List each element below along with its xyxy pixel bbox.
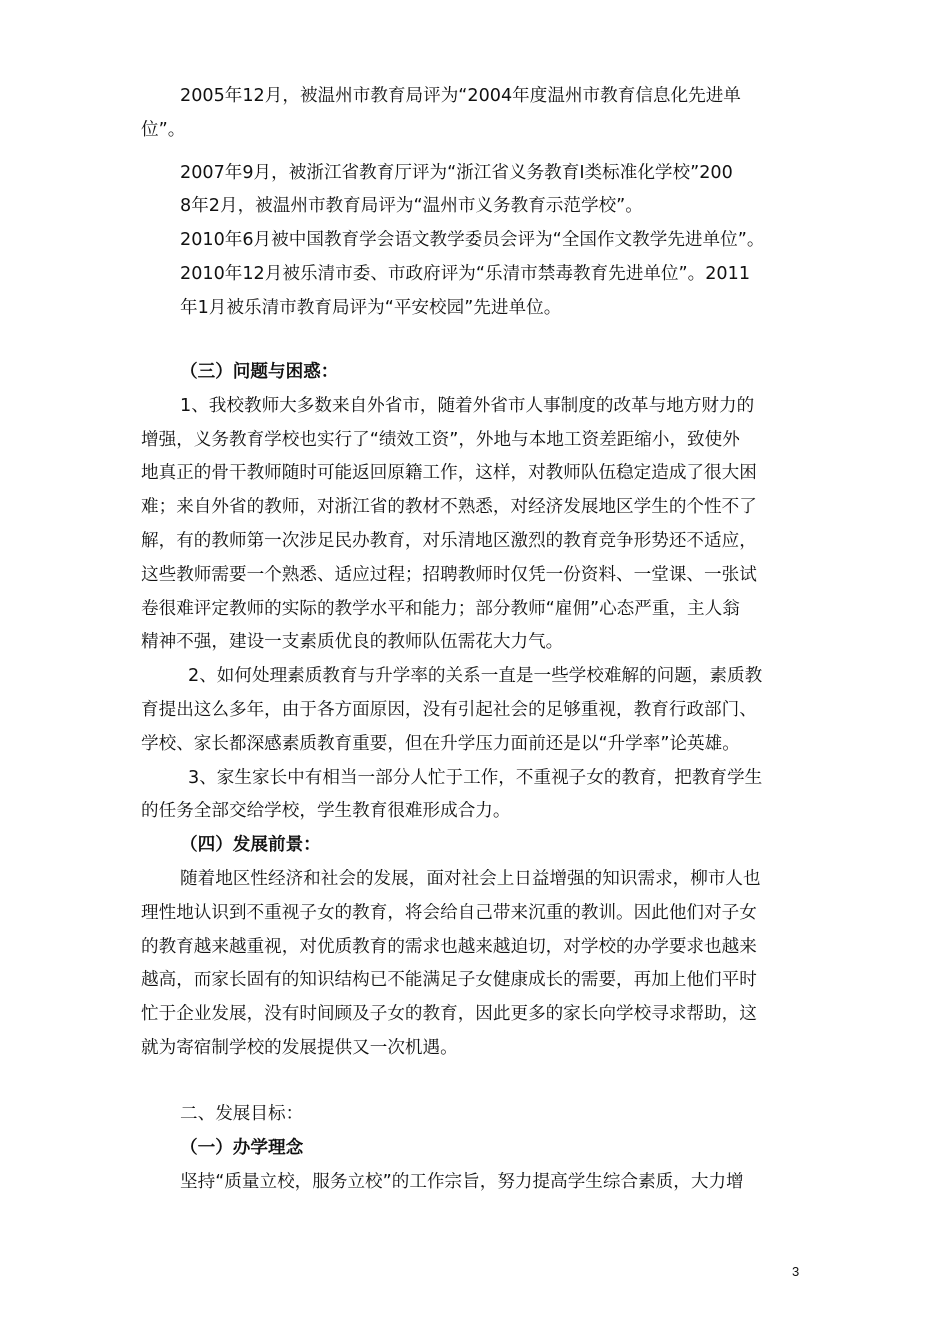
paragraph-line: 精神不强，建设一支素质优良的教师队伍需花大力气。 [141,632,564,652]
paragraph-line: 增强，义务教育学校也实行了“绩效工资”，外地与本地工资差距缩小，致使外 [141,430,740,450]
honor-line: 2007年9月，被浙江省教育厅评为“浙江省义务教育Ⅰ类标准化学校”200 [180,163,733,183]
paragraph-line: 理性地认识到不重视子女的教育，将会给自己带来沉重的教训。因此他们对子女 [141,903,757,923]
honor-line: 年1月被乐清市教育局评为“平安校园”先进单位。 [180,298,562,318]
honor-line: 2010年6月被中国教育学会语文教学委员会评为“全国作文教学先进单位”。 [180,230,765,250]
paragraph-line: 忙于企业发展，没有时间顾及子女的教育，因此更多的家长向学校寻求帮助，这 [141,1004,757,1024]
paragraph-line: 学校、家长都深感素质教育重要，但在升学压力面前还是以“升学率”论英雄。 [141,734,740,754]
paragraph-line: 解，有的教师第一次涉足民办教育，对乐清地区激烈的教育竞争形势还不适应， [141,531,757,551]
honor-line: 8年2月，被温州市教育局评为“温州市义务教育示范学校”。 [180,196,643,216]
paragraph-line: 的任务全部交给学校，学生教育很难形成合力。 [141,801,511,821]
honor-line: 位”。 [141,120,186,140]
paragraph-line: 3、家生家长中有相当一部分人忙于工作，不重视子女的教育，把教育学生 [188,768,763,788]
paragraph-line: 1、我校教师大多数来自外省市，随着外省市人事制度的改革与地方财力的 [180,396,755,416]
paragraph-line: 育提出这么多年，由于各方面原因，没有引起社会的足够重视，教育行政部门、 [141,700,757,720]
section-heading: （三）问题与困惑： [180,362,339,382]
paragraph-line: 越高，而家长固有的知识结构已不能满足子女健康成长的需要，再加上他们平时 [141,970,757,990]
paragraph-line: 难；来自外省的教师，对浙江省的教材不熟悉，对经济发展地区学生的个性不了 [141,497,757,517]
paragraph-line: 随着地区性经济和社会的发展，面对社会上日益增强的知识需求，柳市人也 [180,869,761,889]
section-heading: （四）发展前景： [180,835,321,855]
honor-line: 2010年12月被乐清市委、市政府评为“乐清市禁毒教育先进单位”。2011 [180,264,751,284]
paragraph-line: 卷很难评定教师的实际的教学水平和能力；部分教师“雇佣”心态严重，主人翁 [141,599,740,619]
paragraph-line: 2、如何处理素质教育与升学率的关系一直是一些学校难解的问题，素质教 [188,666,763,686]
paragraph-line: 的教育越来越重视，对优质教育的需求也越来越迫切，对学校的办学要求也越来 [141,937,757,957]
chapter-heading: 二、发展目标： [180,1104,304,1124]
page-number: 3 [792,1264,800,1279]
subsection-heading: （一）办学理念 [180,1138,304,1158]
honor-line: 2005年12月，被温州市教育局评为“2004年度温州市教育信息化先进单 [180,86,741,106]
paragraph-line: 坚持“质量立校，服务立校”的工作宗旨，努力提高学生综合素质，大力增 [180,1172,744,1192]
paragraph-line: 这些教师需要一个熟悉、适应过程；招聘教师时仅凭一份资料、一堂课、一张试 [141,565,757,585]
paragraph-line: 地真正的骨干教师随时可能返回原籍工作，这样，对教师队伍稳定造成了很大困 [141,463,757,483]
paragraph-line: 就为寄宿制学校的发展提供又一次机遇。 [141,1038,458,1058]
